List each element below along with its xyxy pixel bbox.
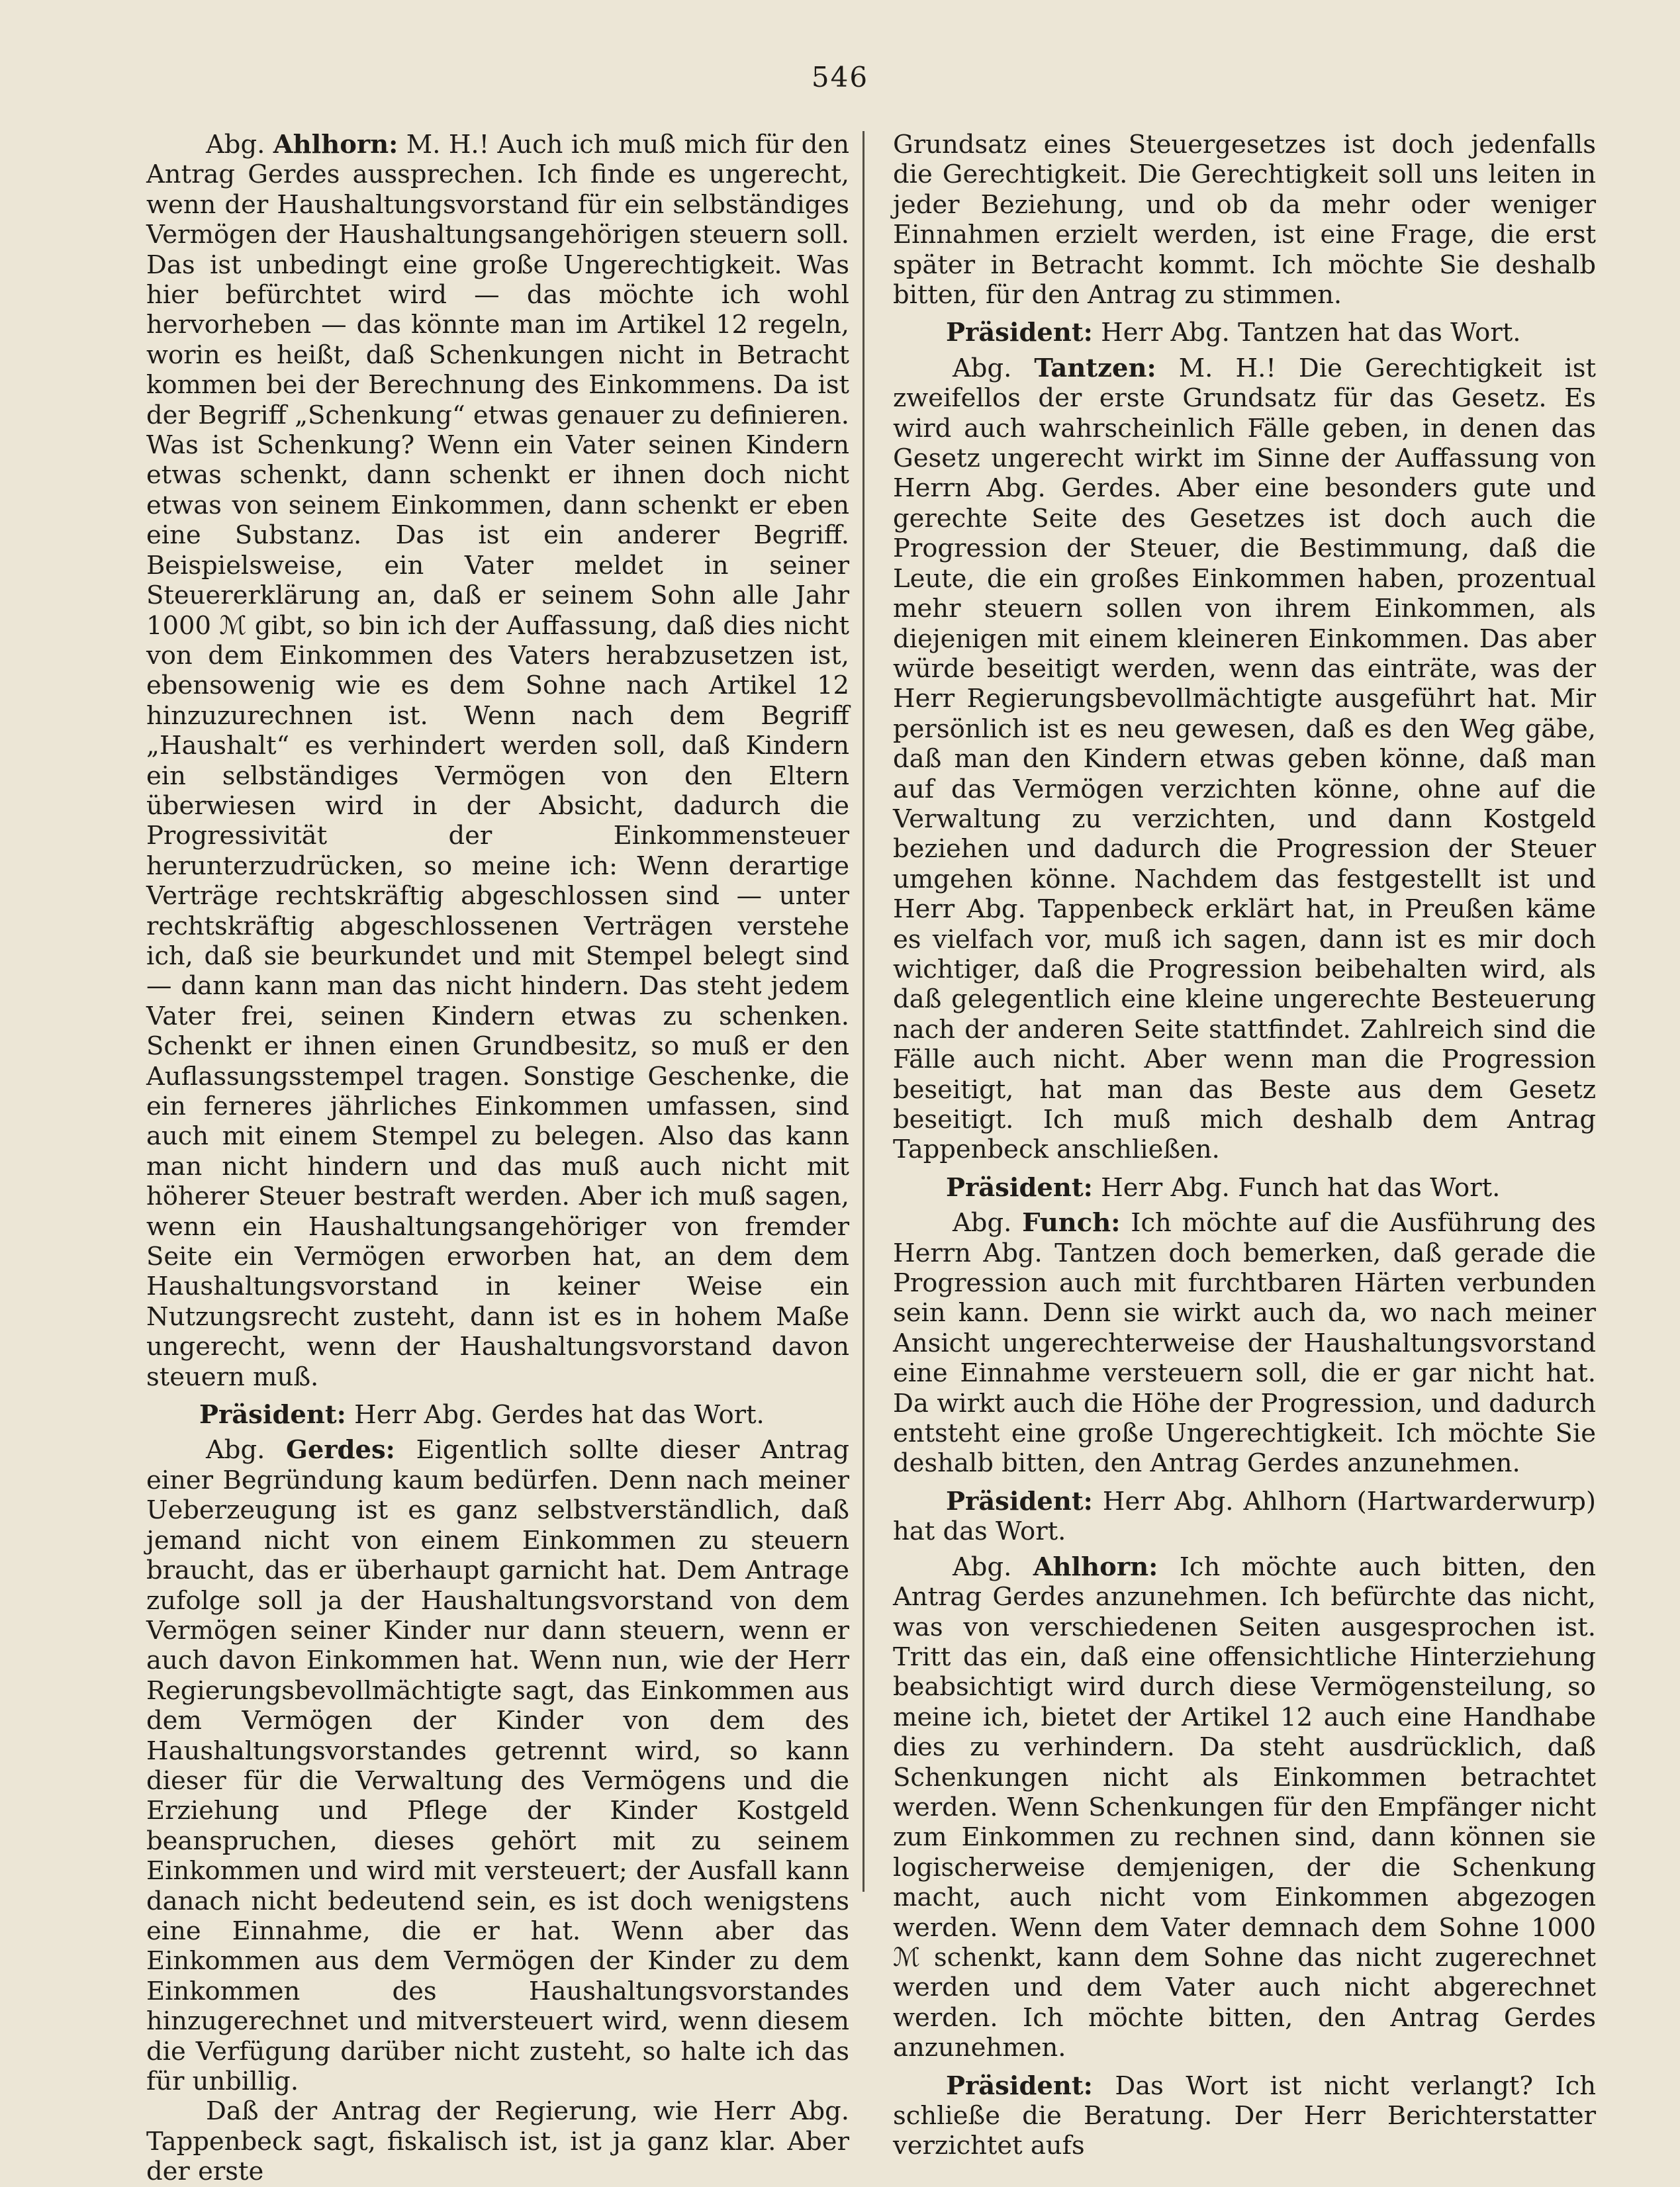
speech-paragraph — [146, 130, 849, 1392]
paragraph-text: Ich möchte auf die Ausführung des Herrn Abg. Tantzen doch bemerken, daß gerade die Progression auch mit furchtbaren Härten verbunden sein kann. Denn sie wirkt auch da, wo nach meiner Ansicht ungerechterweise der Haushaltungsvorstand eine Einnahme versteuern soll, die er gar nicht hat. Da wirkt auch die Höhe der Progression, und dadurch entsteht eine große Ungerechtigkeit. Ich möchte Sie deshalb bitten, den Antrag Gerdes anzunehmen. — [893, 1208, 1596, 1479]
speaker-prefix: Abg. — [206, 1435, 286, 1466]
speaker-prefix: Abg. — [206, 130, 273, 160]
speech-paragraph — [893, 1208, 1596, 1479]
president-remark — [146, 1400, 849, 1430]
speaker-name: Ahlhorn: — [273, 130, 398, 160]
paragraph-text: M. H.! Auch ich muß mich für den Antrag Gerdes aussprechen. Ich finde es ungerecht, wenn der Haushaltungsvorstand für ein selbständiges Vermögen der Haushaltungsangehörigen steuern soll. Das ist unbedingt eine große Ungerechtigkeit. Was hier befürchtet wird — das möchte ich wohl hervorheben — das könnte man im Artikel 12 regeln, worin es heißt, daß Schenkungen nicht in Betracht kommen bei der Berechnung des Einkommens. Da ist der Begriff „Schenkung“ etwas genauer zu definieren. Was ist Schenkung? Wenn ein Vater seinen Kindern etwas schenkt, dann schenkt er ihnen doch nicht etwas von seinem Einkommen, dann schenkt er eben eine Substanz. Das ist ein anderer Begriff. Beispielsweise, ein Vater meldet in seiner Steuererklärung an, daß er seinem Sohn alle Jahr 1000 ℳ gibt, so bin ich der Auffassung, daß dies nicht von dem Einkommen des Vaters herabzusetzen ist, ebensowenig wie es dem Sohne nach Artikel 12 hinzuzurechnen ist. Wenn nach dem Begriff „Haushalt“ es verhindert werden soll, daß Kindern ein selbständiges Vermögen von den Eltern überwiesen wird in der Absicht, dadurch die Progressivität der Einkommensteuer herunterzudrücken, so meine ich: Wenn derartige Verträge rechtskräftig abgeschlossen sind — unter rechtskräftig abgeschlossenen Verträgen verstehe ich, daß sie beurkundet und mit Stempel belegt sind — dann kann man das nicht hindern. Das steht jedem Vater frei, seinen Kindern etwas zu schenken. Schenkt er ihnen einen Grundbesitz, so muß er den Auflassungsstempel tragen. Sonstige Geschenke, die ein ferneres jährliches Einkommen umfassen, sind auch mit einem Stempel zu belegen. Also das kann man nicht hindern und das muß auch nicht mit höherer Steuer bestraft werden. Aber ich muß sagen, wenn ein Haushaltungsangehöriger von fremder Seite ein Vermögen erworben hat, an dem dem Haushaltungsvorstand in keiner Weise ein Nutzungsrecht zusteht, dann ist es in hohem Maße ungerecht, wenn der Haushaltungsvorstand davon steuern muß. — [146, 130, 849, 1392]
speaker-name: Ahlhorn: — [1033, 1552, 1158, 1582]
paragraph-text: Herr Abg. Gerdes hat das Wort. — [354, 1400, 765, 1430]
speaker-prefix: Abg. — [953, 353, 1035, 383]
page-number: 546 — [811, 61, 869, 93]
paragraph-text: Herr Abg. Funch hat das Wort. — [1101, 1172, 1501, 1203]
paragraph-text: Eigentlich sollte dieser Antrag einer Begründung kaum bedürfen. Denn nach meiner Ueberzeugung ist es ganz selbstverständlich, daß jemand nicht von einem Einkommen zu steuern braucht, das er überhaupt garnicht hat. Dem Antrage zufolge soll ja der Haushaltungsvorstand von dem Vermögen seiner Kinder nur dann steuern, wenn er auch davon Einkommen hat. Wenn nun, wie der Herr Regierungsbevollmächtigte sagt, das Einkommen aus dem Vermögen der Kinder von dem des Haushaltungsvorstandes getrennt wird, so kann dieser für die Verwaltung des Vermögens und die Erziehung und Pflege der Kinder Kostgeld beanspruchen, dieses gehört mit zu seinem Einkommen und wird mit versteuert; der Ausfall kann danach nicht bedeutend sein, es ist doch wenigstens eine Einnahme, die er hat. Wenn aber das Einkommen aus dem Vermögen der Kinder zu dem Einkommen des Haushaltungsvorstandes hinzugerechnet und mitversteuert wird, wenn diesem die Verfügung darüber nicht zusteht, so halte ich das für unbillig. — [146, 1435, 849, 2096]
speech-paragraph — [893, 353, 1596, 1165]
speaker-name: Präsident: — [199, 1400, 346, 1430]
speaker-prefix: Abg. — [953, 1208, 1023, 1238]
paragraph-text: Daß der Antrag der Regierung, wie Herr Abg. Tappenbeck sagt, fiskalisch ist, ist ja ganz klar. Aber der erste — [146, 2096, 849, 2187]
speech-paragraph — [893, 130, 1596, 310]
right-column — [893, 130, 1596, 2166]
column-divider — [863, 131, 864, 1892]
speech-paragraph — [146, 2096, 849, 2186]
paragraph-text: Herr Abg. Tantzen hat das Wort. — [1101, 318, 1521, 348]
left-column — [146, 130, 849, 2187]
speaker-name: Präsident: — [946, 1172, 1093, 1203]
paragraph-text: Grundsatz eines Steuergesetzes ist doch jedenfalls die Gerechtigkeit. Die Gerechtigkeit soll uns leiten in jeder Beziehung, und ob da mehr oder weniger Einnahmen erzielt werden, ist eine Frage, die erst später in Betracht kommt. Ich möchte Sie deshalb bitten, für den Antrag zu stimmen. — [893, 130, 1596, 310]
president-remark — [893, 2071, 1596, 2161]
speaker-prefix: Abg. — [953, 1552, 1033, 1582]
speech-paragraph — [893, 1552, 1596, 2063]
speaker-name: Präsident: — [946, 2071, 1093, 2101]
president-remark — [893, 1487, 1596, 1547]
speaker-name: Präsident: — [946, 318, 1093, 348]
paragraph-text: Herr Abg. Ahlhorn (Hartwarderwurp) hat das Wort. — [893, 1486, 1596, 1547]
paragraph-text: Ich möchte auch bitten, den Antrag Gerdes anzunehmen. Ich befürchte das nicht, was von verschiedenen Seiten ausgesprochen ist. Tritt das ein, daß eine offensichtliche Hinterziehung beabsichtigt wird durch diese Vermögensteilung, so meine ich, bietet der Artikel 12 auch eine Handhabe dies zu verhindern. Da steht ausdrücklich, daß Schenkungen nicht als Einkommen betrachtet werden. Wenn Schenkungen für den Empfänger nicht zum Einkommen zu rechnen sind, dann können sie logischerweise demjenigen, der die Schenkung macht, auch nicht vom Einkommen abgezogen werden. Wenn dem Vater demnach dem Sohne 1000 ℳ schenkt, kann dem Sohne das nicht zugerechnet werden und dem Vater auch nicht abgerechnet werden. Ich möchte bitten, den Antrag Gerdes anzunehmen. — [893, 1552, 1596, 2063]
speaker-name: Gerdes: — [285, 1435, 395, 1466]
speaker-name: Tantzen: — [1034, 353, 1156, 383]
paragraph-text: Das Wort ist nicht verlangt? Ich schließe die Beratung. Der Herr Berichterstatter verzichtet aufs — [893, 2071, 1596, 2161]
speaker-name: Funch: — [1022, 1208, 1121, 1238]
paragraph-text: M. H.! Die Gerechtigkeit ist zweifellos der erste Grundsatz für das Gesetz. Es wird auch wahrscheinlich Fälle geben, in denen das Gesetz ungerecht wirkt im Sinne der Auffassung von Herrn Abg. Gerdes. Aber eine besonders gute und gerechte Seite des Gesetzes ist doch auch die Progression der Steuer, die Bestimmung, daß die Leute, die ein großes Einkommen haben, prozentual mehr steuern sollen von ihrem Einkommen, als diejenigen mit einem kleineren Einkommen. Das aber würde beseitigt werden, wenn das einträte, was der Herr Regierungsbevollmächtigte ausgeführt hat. Mir persönlich ist es neu gewesen, daß es den Weg gäbe, daß man den Kindern etwas geben könne, daß man auf das Vermögen verzichten könne, ohne auf die Verwaltung zu verzichten, und dann Kostgeld beziehen und dadurch die Progression der Steuer umgehen könne. Nachdem das festgestellt ist und Herr Abg. Tappenbeck erklärt hat, in Preußen käme es vielfach vor, muß ich sagen, dann ist es mir doch wichtiger, daß die Progression beibehalten wird, als daß gelegentlich eine kleine ungerechte Besteuerung nach der anderen Seite stattfindet. Zahlreich sind die Fälle auch nicht. Aber wenn man die Progression beseitigt, hat man das Beste aus dem Gesetz beseitigt. Ich muß mich deshalb dem Antrag Tappenbeck anschließen. — [893, 353, 1596, 1165]
speaker-name: Präsident: — [946, 1486, 1093, 1516]
president-remark — [893, 318, 1596, 348]
speech-paragraph — [146, 1435, 849, 2096]
president-remark — [893, 1173, 1596, 1203]
